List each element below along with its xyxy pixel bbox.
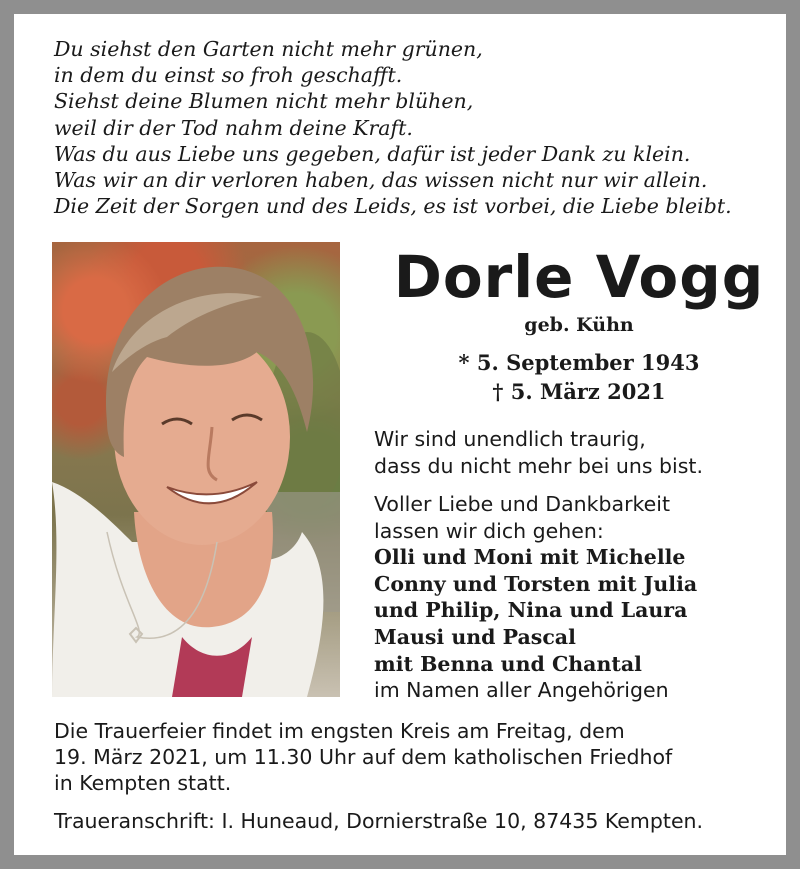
service-line: in Kempten statt. [54, 771, 232, 796]
family-closing: im Namen aller Angehörigen [374, 678, 669, 703]
family-mourners [374, 491, 774, 704]
sorrow-text [374, 426, 774, 479]
sorrow-line: dass du nicht mehr bei uns bist. [374, 453, 703, 478]
family-member-line: mit Benna und Chantal [374, 651, 642, 676]
poem-line: Was du aus Liebe uns gegeben, dafür ist jeder Dank zu klein. [54, 141, 691, 166]
life-dates [374, 348, 784, 406]
family-member-line: Conny und Torsten mit Julia [374, 571, 698, 596]
poem-line: weil dir der Tod nahm deine Kraft. [54, 115, 413, 140]
service-line: Die Trauerfeier findet im engsten Kreis am Freitag, dem [54, 719, 625, 743]
family-member-line: und Philip, Nina und Laura [374, 598, 688, 623]
poem-line: Was wir an dir verloren haben, das wissen nicht nur wir allein. [54, 168, 708, 193]
mourning-address: Traueranschrift: I. Huneaud, Dornierstraße 10, 87435 Kempten. [54, 809, 704, 833]
maiden-name: geb. Kühn [524, 314, 634, 336]
service-line: 19. März 2021, um 11.30 Uhr auf dem katholischen Friedhof [54, 745, 673, 770]
memorial-poem [54, 36, 774, 219]
poem-line: in dem du einst so froh geschafft. [54, 63, 403, 88]
family-intro-line: Voller Liebe und Dankbarkeit [374, 492, 671, 516]
deceased-name: Dorle Vogg [393, 243, 765, 311]
portrait-illustration [52, 242, 340, 697]
poem-line: Du siehst den Garten nicht mehr grünen, [54, 37, 483, 61]
sorrow-line: Wir sind unendlich traurig, [374, 427, 646, 451]
portrait-photo [52, 242, 340, 697]
death-date: † 5. März 2021 [492, 379, 666, 404]
family-member-line: Mausi und Pascal [374, 624, 576, 649]
funeral-service-info [54, 718, 754, 797]
poem-line: Siehst deine Blumen nicht mehr blühen, [54, 89, 474, 114]
family-intro-line: lassen wir dich gehen: [374, 518, 604, 543]
birth-date: * 5. September 1943 [458, 350, 700, 375]
poem-line: Die Zeit der Sorgen und des Leids, es ist vorbei, die Liebe bleibt. [54, 194, 732, 219]
family-member-line: Olli und Moni mit Michelle [374, 545, 686, 570]
obituary-notice [14, 14, 786, 855]
